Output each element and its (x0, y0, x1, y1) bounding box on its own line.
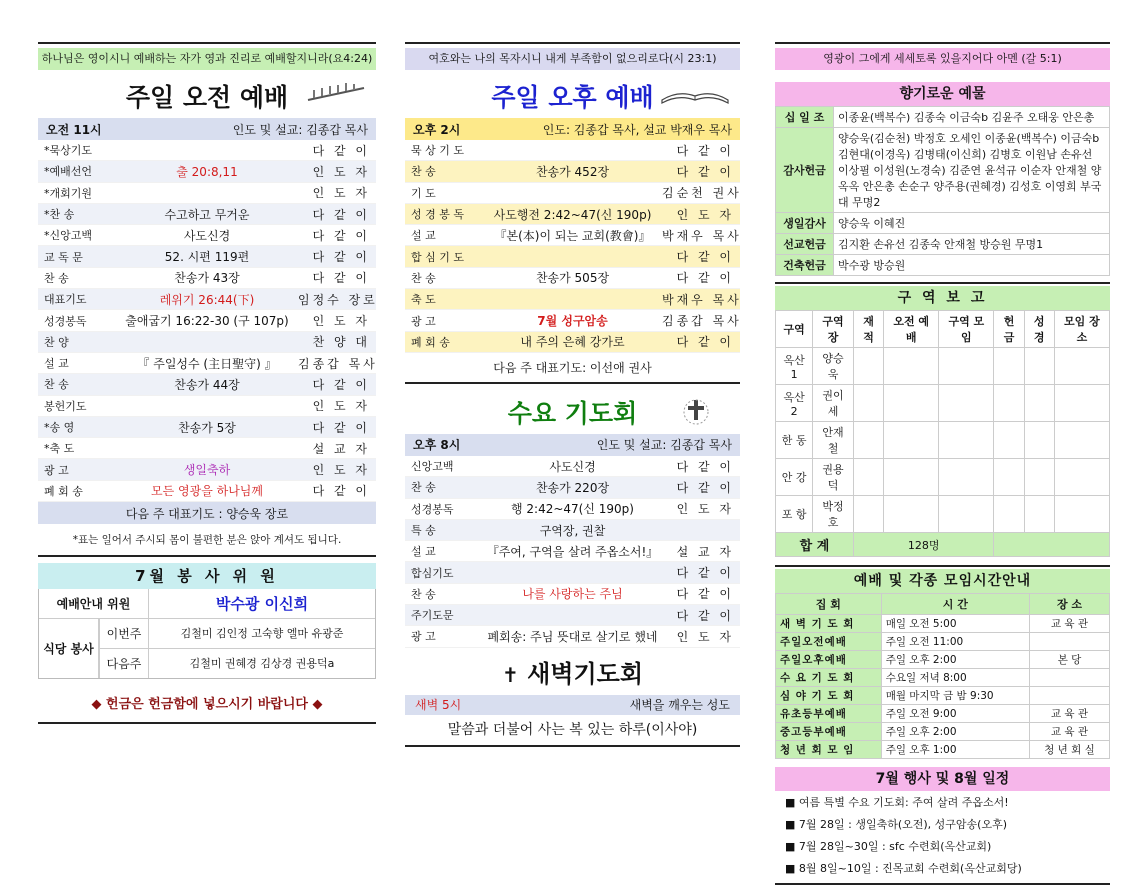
report-row (776, 422, 1110, 459)
order-leader: 다 같 이 (312, 377, 370, 392)
offering-names: 박수광 방승원 (834, 255, 1110, 276)
food-this-week: 김철미 김인정 고숙향 엘마 유광준 (180, 627, 344, 641)
order-label: 교 독 문 (44, 250, 83, 264)
order-leader: 인 도 자 (312, 399, 370, 414)
meeting-time: 매일 오전 5:00 (881, 615, 1029, 633)
order-content: 사도행전 2:42~47(신 190p) (493, 207, 652, 222)
order-content: 구역장, 권찰 (539, 523, 606, 538)
order-content: 출애굽기 16:22-30 (구 107p) (125, 314, 289, 329)
order-leader: 다 같 이 (676, 480, 734, 495)
order-leader: 인 도 자 (312, 164, 370, 179)
order-content: 『본(本)이 되는 교회(教會)』 (494, 228, 651, 243)
report-col-header: 헌금 (994, 311, 1024, 348)
order-label: 광 고 (411, 630, 436, 644)
order-row (38, 353, 376, 374)
schedule-row (776, 723, 1110, 741)
events-title: 7월 행사 및 8월 일정 (775, 767, 1110, 791)
report-col-header: 구역 모임 (939, 311, 994, 348)
order-row (38, 289, 376, 310)
district-name: 한 동 (776, 422, 813, 459)
meeting-name: 새 벽 기 도 회 (776, 615, 882, 633)
meeting-time: 주일 오후 1:00 (881, 741, 1029, 759)
offering-title: 향기로운 예물 (775, 82, 1110, 106)
schedule-row (776, 741, 1110, 759)
order-leader: 다 같 이 (312, 250, 370, 265)
order-content: 수고하고 무거운 (164, 207, 250, 222)
afternoon-order-list (405, 140, 740, 353)
standing-note: *표는 일어서 주시되 몸이 불편한 분은 앉아 계셔도 됩니다. (72, 534, 342, 547)
offering-row (776, 107, 1110, 128)
report-cell (1054, 348, 1109, 385)
order-row (405, 332, 740, 353)
schedule-col-header: 장 소 (1030, 594, 1110, 615)
schedule-col-header: 시 간 (881, 594, 1029, 615)
offering-row (776, 234, 1110, 255)
offering-type: 건축헌금 (776, 255, 834, 276)
order-leader: 다 같 이 (676, 335, 734, 350)
morning-header (38, 118, 376, 140)
report-cell (1054, 496, 1109, 533)
report-cell (939, 422, 994, 459)
order-leader: 인 도 자 (676, 629, 734, 644)
report-cell (884, 459, 939, 496)
order-label: 합심기도 (411, 566, 454, 580)
meeting-place: 청 년 회 실 (1030, 741, 1110, 759)
schedule-row (776, 615, 1110, 633)
meeting-place: 본 당 (1030, 651, 1110, 669)
district-report-title: 구 역 보 고 (775, 286, 1110, 310)
order-label: 찬 송 (411, 587, 436, 601)
order-label: 합 심 기 도 (411, 250, 464, 264)
meeting-time: 주일 오전 9:00 (881, 705, 1029, 723)
dawn-time-row: 새벽 5시 새벽을 깨우는 성도 (405, 695, 740, 715)
meeting-name: 주일오후예배 (776, 651, 882, 669)
district-leader: 권이세 (813, 385, 854, 422)
offering-names: 양승욱 이혜진 (834, 213, 1110, 234)
order-label: 설 교 (411, 545, 436, 559)
order-leader: 인 도 자 (676, 502, 734, 517)
schedule-row (776, 687, 1110, 705)
offering-names: 양승욱(김순천) 박정호 오세인 이종윤(백복수) 이금숙b 김현대(이경옥) 김병태(이신희) 김병호 이원남 손유선 이상필 이성원(노경숙) 김준연 윤석규 이순자 안재철 양옥옥 안은총 손순구 양주용(권혜경) 김성호 이영희 부국대 무명2 (834, 128, 1110, 213)
district-leader: 권용덕 (813, 459, 854, 496)
order-content: 찬송가 220장 (535, 480, 610, 495)
order-leader: 설 교 자 (312, 441, 370, 456)
offering-row (776, 255, 1110, 276)
report-cell (1054, 385, 1109, 422)
wednesday-header: 오후 8시 인도 및 설교: 김종갑 목사 (405, 434, 740, 456)
order-row (405, 605, 740, 626)
order-leader: 인 도 자 (312, 463, 370, 478)
order-row (405, 161, 740, 182)
order-label: *축 도 (44, 442, 75, 456)
offering-row (776, 128, 1110, 213)
order-content: 내 주의 은혜 강가로 (520, 335, 625, 350)
order-row (38, 225, 376, 246)
meeting-name: 중고등부예배 (776, 723, 882, 741)
order-content: 7월 성구암송 (537, 314, 608, 329)
order-content: 찬송가 505장 (535, 271, 610, 286)
guide-names: 박수광 이신희 (215, 595, 309, 614)
offering-table (775, 106, 1110, 276)
order-row (38, 161, 376, 182)
order-label: 찬 송 (411, 271, 436, 285)
verse-banner: 여호와는 나의 목자시니 내게 부족함이 없으리로다(시 23:1) (405, 48, 740, 70)
order-leader: 다 같 이 (676, 459, 734, 474)
food-next-week: 김철미 권혜경 김상경 권용덕a (189, 657, 335, 671)
meeting-time: 주일 오후 2:00 (881, 651, 1029, 669)
afternoon-header: 오후 2시 인도: 김종갑 목사, 설교 박재우 목사 (405, 118, 740, 140)
wednesday-title: 수요 기도회 (405, 384, 740, 434)
afternoon-service-title: 주일 오후 예배 (405, 70, 740, 118)
report-cell (994, 422, 1024, 459)
order-label: 폐 회 송 (44, 484, 83, 498)
district-name: 포 항 (776, 496, 813, 533)
order-content: 사도신경 (549, 459, 596, 474)
order-content: 생일축하 (183, 463, 231, 478)
order-label: 폐 회 송 (411, 335, 450, 349)
order-row (38, 268, 376, 289)
report-cell (853, 348, 883, 385)
report-row (776, 385, 1110, 422)
order-row (38, 417, 376, 438)
column-info (775, 42, 1110, 885)
events-list (775, 791, 1110, 879)
report-cell (939, 385, 994, 422)
event-item: ■ 8월 8일~10일 : 진목교회 수련회(옥산교회당) (785, 862, 1022, 875)
schedule-title: 예배 및 각종 모임시간안내 (775, 569, 1110, 593)
order-row (405, 225, 740, 246)
report-cell (1024, 459, 1054, 496)
order-leader: 임정수 장로 (298, 292, 378, 307)
report-cell (1024, 496, 1054, 533)
order-row (405, 520, 740, 541)
report-cell (1054, 459, 1109, 496)
volunteer-title: 7월 봉 사 위 원 (38, 563, 376, 589)
order-label: 주기도문 (411, 609, 454, 623)
next-prayer: 다음 주 대표기도 : 양승욱 장로 (38, 502, 376, 524)
order-label: 찬 송 (411, 481, 436, 495)
order-leader: 김종갑 목사 (298, 356, 378, 371)
top-rule (38, 42, 376, 44)
meeting-place: 교 육 관 (1030, 615, 1110, 633)
report-cell (939, 348, 994, 385)
order-row (405, 499, 740, 520)
report-cell (939, 459, 994, 496)
order-row (38, 374, 376, 395)
order-row (405, 626, 740, 647)
order-content: 52. 시편 119편 (164, 250, 250, 265)
choir-icon (306, 82, 366, 102)
district-name: 옥산1 (776, 348, 813, 385)
order-label: 특 송 (411, 524, 436, 537)
report-cell (884, 496, 939, 533)
order-label: 성경봉독 (44, 314, 87, 328)
order-label: 찬 송 (411, 165, 436, 179)
order-label: 광 고 (44, 463, 69, 477)
meeting-place: 교 육 관 (1030, 705, 1110, 723)
morning-order-list (38, 140, 376, 502)
offering-notice: ◆ 헌금은 헌금함에 넣으시기 바랍니다 ◆ (91, 697, 323, 713)
district-leader: 양승욱 (813, 348, 854, 385)
meeting-name: 수 요 기 도 회 (776, 669, 882, 687)
order-label: 광 고 (411, 314, 436, 328)
dawn-subtitle: 말씀과 더불어 사는 복 있는 하루(이사야) (447, 721, 698, 738)
order-leader: 김순천 권사 (662, 186, 742, 201)
wednesday-order-list (405, 456, 740, 648)
report-cell (853, 385, 883, 422)
order-leader: 다 같 이 (312, 484, 370, 499)
event-item: ■ 7월 28일 : 생일축하(오전), 성구암송(오후) (785, 818, 1008, 831)
order-row (38, 310, 376, 331)
order-label: 신앙고백 (411, 460, 454, 474)
order-leader: 찬 양 대 (312, 335, 370, 350)
order-leader: 다 같 이 (676, 608, 734, 623)
report-cell (1024, 422, 1054, 459)
schedule-col-header: 집 회 (776, 594, 882, 615)
order-content: 행 2:42~47(신 190p) (511, 502, 634, 517)
morning-service-title (38, 70, 376, 118)
schedule-row (776, 651, 1110, 669)
order-leader: 다 같 이 (676, 164, 734, 179)
order-label: 설 교 (411, 229, 436, 243)
total-value: 128명 (853, 533, 993, 557)
order-row (38, 438, 376, 459)
order-leader: 다 같 이 (312, 420, 370, 435)
order-label: *묵상기도 (44, 144, 93, 158)
offering-names: 김지환 손유선 김종숙 안재철 방승원 무명1 (834, 234, 1110, 255)
report-cell (994, 348, 1024, 385)
report-cell (884, 348, 939, 385)
meeting-place (1030, 687, 1110, 705)
order-leader: 김종갑 목사 (662, 314, 742, 329)
meeting-place (1030, 633, 1110, 651)
order-row (38, 183, 376, 204)
order-content: 찬송가 5장 (178, 420, 236, 435)
report-cell (994, 533, 1110, 557)
offering-type: 십 일 조 (776, 107, 834, 128)
total-label: 합 계 (776, 533, 854, 557)
order-leader: 설 교 자 (676, 544, 734, 559)
report-row (776, 496, 1110, 533)
cross-icon: ✝ (501, 662, 519, 687)
order-leader: 다 같 이 (312, 143, 370, 158)
schedule-table (775, 593, 1110, 759)
report-col-header: 오전 예배 (884, 311, 939, 348)
verse-banner: 영광이 그에게 세세토록 있을지어다 아멘 (갈 5:1) (775, 48, 1110, 70)
report-cell (994, 385, 1024, 422)
praying-hands-icon (670, 396, 730, 426)
order-leader: 다 같 이 (312, 271, 370, 286)
order-label: 축 도 (411, 293, 436, 307)
verse-banner: 하나님은 영이시니 예배하는 자가 영과 진리로 예배할지니라(요4:24) (38, 48, 376, 70)
meeting-name: 청 년 회 모 임 (776, 741, 882, 759)
title-text: 주일 오전 예배 (125, 83, 289, 112)
order-row (405, 541, 740, 562)
order-content: 『 주일성수 (主日聖守) 』 (137, 356, 277, 371)
meeting-time: 주일 오후 2:00 (881, 723, 1029, 741)
district-name: 안 강 (776, 459, 813, 496)
bible-icon (660, 82, 730, 104)
report-cell (884, 422, 939, 459)
meeting-place (1030, 669, 1110, 687)
order-label: *신앙고백 (44, 229, 93, 243)
order-label: 성경봉독 (411, 502, 454, 516)
order-row (38, 140, 376, 161)
order-content: 사도신경 (183, 228, 231, 243)
order-row (405, 140, 740, 161)
order-row (405, 584, 740, 605)
order-label: *개회기원 (44, 186, 93, 200)
order-content: 찬송가 43장 (174, 271, 240, 286)
order-row (405, 310, 740, 331)
order-leader: 인 도 자 (312, 186, 370, 201)
volunteer-box: 예배안내 위원 박수광 이신희 식당 봉사 이번주 김철미 김인정 고숙향 엘마 유광준 다음주 김철미 권혜경 김상경 권용덕a (38, 589, 376, 679)
report-cell (994, 459, 1024, 496)
report-cell (939, 496, 994, 533)
district-leader: 박정호 (813, 496, 854, 533)
event-item: ■ 여름 특별 수요 기도회: 주여 살려 주옵소서! (785, 796, 1009, 809)
order-leader: 다 같 이 (312, 207, 370, 222)
meeting-name: 주일오전예배 (776, 633, 882, 651)
meeting-name: 유초등부예배 (776, 705, 882, 723)
time-label: 오전 11시 (46, 122, 102, 137)
order-content: 모든 영광을 하나님께 (151, 484, 263, 499)
leader-label: 인도 및 설교: 김종갑 목사 (232, 122, 368, 137)
report-cell (1024, 348, 1054, 385)
order-leader: 인 도 자 (312, 314, 370, 329)
report-cell (994, 496, 1024, 533)
order-content: 출 20:8,11 (176, 164, 238, 179)
order-label: *찬 송 (44, 208, 75, 222)
order-row (38, 459, 376, 480)
report-cell (853, 496, 883, 533)
meeting-place: 교 육 관 (1030, 723, 1110, 741)
order-leader: 다 같 이 (676, 271, 734, 286)
order-label: 설 교 (44, 357, 69, 371)
report-total-row (776, 533, 1110, 557)
report-row (776, 348, 1110, 385)
order-content: 레위기 26:44(下) (159, 292, 255, 307)
order-content: 찬송가 452장 (535, 164, 610, 179)
order-leader: 다 같 이 (676, 143, 734, 158)
order-label: 찬 송 (44, 271, 69, 285)
schedule-row (776, 633, 1110, 651)
report-cell (1024, 385, 1054, 422)
order-row (405, 183, 740, 204)
district-name: 옥산2 (776, 385, 813, 422)
schedule-row (776, 669, 1110, 687)
order-row (38, 204, 376, 225)
report-col-header: 성경 (1024, 311, 1054, 348)
order-row (38, 246, 376, 267)
meeting-time: 주일 오전 11:00 (881, 633, 1029, 651)
order-row (405, 477, 740, 498)
report-cell (853, 459, 883, 496)
order-leader: 다 같 이 (312, 228, 370, 243)
order-label: *송 영 (44, 421, 75, 434)
order-row (38, 481, 376, 502)
order-label: 찬 송 (44, 378, 69, 392)
meeting-name: 심 야 기 도 회 (776, 687, 882, 705)
order-label: 봉헌기도 (44, 399, 87, 413)
offering-type: 감사헌금 (776, 128, 834, 213)
report-row (776, 459, 1110, 496)
district-leader: 안재철 (813, 422, 854, 459)
event-item: ■ 7월 28일~30일 : sfc 수련회(옥산교회) (785, 840, 992, 853)
order-row (405, 289, 740, 310)
order-row (405, 456, 740, 477)
schedule-row (776, 705, 1110, 723)
order-leader: 인 도 자 (676, 207, 734, 222)
report-col-header: 모임 장소 (1054, 311, 1109, 348)
order-row (405, 562, 740, 583)
order-label: 대표기도 (44, 293, 87, 307)
dawn-title: ✝ 새벽기도회 (501, 659, 644, 688)
order-leader: 다 같 이 (676, 250, 734, 265)
report-col-header: 구역장 (813, 311, 854, 348)
order-row (405, 268, 740, 289)
order-label: 묵 상 기 도 (411, 144, 464, 158)
district-report-table (775, 310, 1110, 557)
order-row (405, 246, 740, 267)
order-leader: 박재우 목사 (662, 228, 742, 243)
order-content: 나를 사랑하는 주님 (522, 587, 623, 602)
order-row (405, 204, 740, 225)
order-content: 찬송가 44장 (174, 377, 240, 392)
order-content: 『주여, 구역을 살려 주옵소서!』 (486, 544, 659, 559)
order-label: *예배선언 (44, 165, 93, 179)
next-prayer: 다음 주 대표기도: 이선애 권사 (493, 360, 652, 375)
report-cell (1054, 422, 1109, 459)
offering-row (776, 213, 1110, 234)
order-row (38, 396, 376, 417)
meeting-time: 수요일 저녁 8:00 (881, 669, 1029, 687)
offering-type: 선교헌금 (776, 234, 834, 255)
report-cell (884, 385, 939, 422)
report-cell (853, 422, 883, 459)
order-label: 기 도 (411, 186, 436, 200)
offering-names: 이종윤(백복수) 김종숙 이금숙b 김윤주 오태웅 안은총 (834, 107, 1110, 128)
column-morning (38, 42, 376, 724)
column-afternoon (405, 42, 740, 747)
order-leader: 다 같 이 (676, 566, 734, 581)
order-content: 폐회송: 주님 뜻대로 살기로 했네 (487, 629, 658, 644)
order-label: 찬 양 (44, 335, 69, 349)
report-col-header: 재적 (853, 311, 883, 348)
order-label: 성 경 봉 독 (411, 208, 464, 222)
offering-type: 생일감사 (776, 213, 834, 234)
order-row (38, 332, 376, 353)
report-col-header: 구역 (776, 311, 813, 348)
order-leader: 다 같 이 (676, 587, 734, 602)
meeting-time: 매월 마지막 금 밤 9:30 (881, 687, 1029, 705)
order-leader: 박재우 목사 (662, 292, 742, 307)
